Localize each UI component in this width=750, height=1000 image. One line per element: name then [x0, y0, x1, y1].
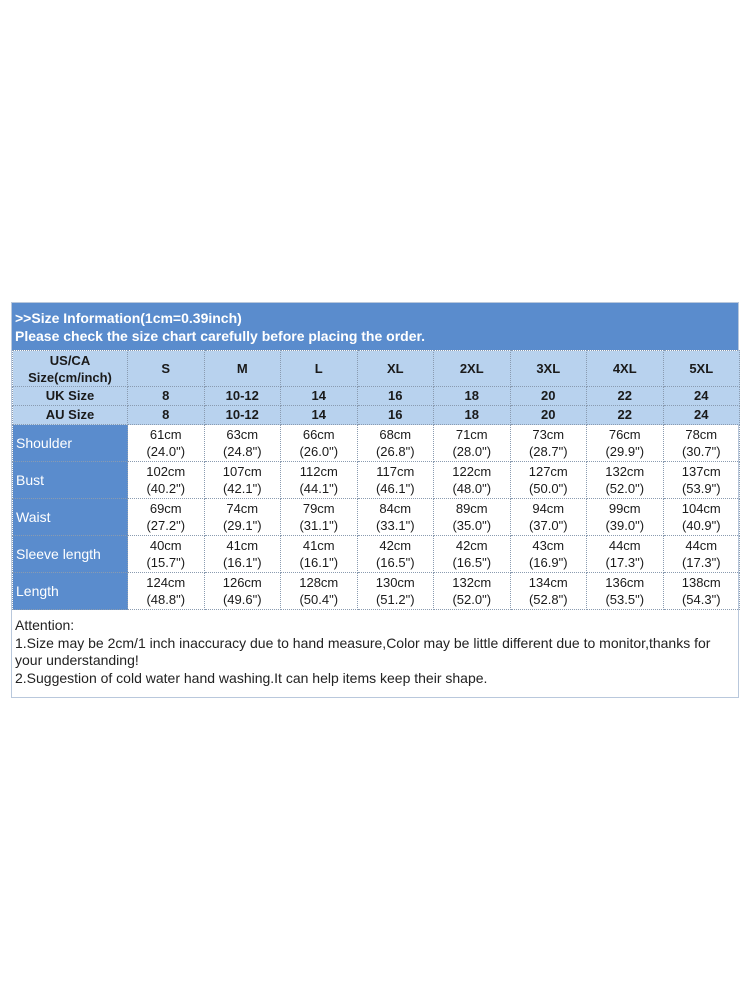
au-size-value: 8 — [128, 406, 205, 425]
attention-notes — [15, 617, 735, 687]
value-inch: (16.1") — [299, 555, 339, 570]
measurement-row-bust — [13, 462, 740, 499]
value-inch: (26.0") — [299, 444, 339, 459]
value-inch: (50.4") — [299, 592, 339, 607]
measurement-cell — [204, 499, 281, 536]
value-inch: (24.0") — [146, 444, 186, 459]
value-cm: 74cm — [226, 501, 259, 516]
value-inch: (40.9") — [681, 518, 721, 533]
au-size-label: AU Size — [13, 406, 128, 425]
measurement-cell — [587, 536, 664, 573]
value-inch: (29.9") — [605, 444, 645, 459]
value-inch: (42.1") — [222, 481, 262, 496]
size-table — [12, 350, 740, 610]
size-xl: XL — [357, 351, 434, 387]
measurement-cell — [128, 462, 205, 499]
value-cm: 42cm — [379, 538, 412, 553]
measurement-cell — [434, 462, 511, 499]
measurement-cell — [128, 536, 205, 573]
uk-size-value: 22 — [587, 387, 664, 406]
value-inch: (17.3") — [605, 555, 645, 570]
measurement-cell — [434, 425, 511, 462]
au-size-value: 16 — [357, 406, 434, 425]
value-cm: 126cm — [222, 575, 262, 590]
value-cm: 78cm — [685, 427, 718, 442]
value-cm: 132cm — [452, 575, 492, 590]
uk-size-value: 16 — [357, 387, 434, 406]
value-inch: (26.8") — [375, 444, 415, 459]
value-cm: 71cm — [455, 427, 488, 442]
value-cm: 138cm — [681, 575, 721, 590]
uk-size-value: 24 — [663, 387, 740, 406]
value-cm: 89cm — [455, 501, 488, 516]
measurement-cell — [663, 425, 740, 462]
banner-title: >>Size Information(1cm=0.39inch) — [15, 310, 242, 326]
measurement-label: Sleeve length — [13, 536, 128, 573]
value-inch: (28.0") — [452, 444, 492, 459]
value-cm: 44cm — [608, 538, 641, 553]
value-cm: 41cm — [302, 538, 335, 553]
measurement-cell — [128, 499, 205, 536]
measurement-cell — [128, 425, 205, 462]
measurement-cell — [281, 425, 358, 462]
value-inch: (48.8") — [146, 592, 186, 607]
value-cm: 128cm — [299, 575, 339, 590]
measurement-cell — [357, 425, 434, 462]
attention-note-2: 2.Suggestion of cold water hand washing.It can help items keep their shape. — [15, 669, 488, 686]
measurement-cell — [663, 462, 740, 499]
measurement-cell — [357, 499, 434, 536]
measurement-cell — [204, 573, 281, 610]
value-cm: 61cm — [149, 427, 182, 442]
measurement-cell — [281, 573, 358, 610]
measurement-cell — [281, 536, 358, 573]
value-cm: 68cm — [379, 427, 412, 442]
uk-size-value: 18 — [434, 387, 511, 406]
uk-size-value: 14 — [281, 387, 358, 406]
measurement-cell — [128, 573, 205, 610]
value-cm: 79cm — [302, 501, 335, 516]
value-cm: 76cm — [608, 427, 641, 442]
value-cm: 99cm — [608, 501, 641, 516]
value-cm: 94cm — [532, 501, 565, 516]
value-inch: (16.1") — [222, 555, 262, 570]
banner-subtitle: Please check the size chart carefully before placing the order. — [15, 328, 426, 344]
value-cm: 134cm — [528, 575, 568, 590]
attention-title: Attention: — [15, 617, 75, 633]
value-inch: (30.7") — [681, 444, 721, 459]
measurement-cell — [204, 425, 281, 462]
value-inch: (40.2") — [146, 481, 186, 496]
au-size-value: 20 — [510, 406, 587, 425]
uk-size-label: UK Size — [13, 387, 128, 406]
value-inch: (16.5") — [452, 555, 492, 570]
value-cm: 44cm — [685, 538, 718, 553]
measurement-label: Bust — [13, 462, 128, 499]
value-cm: 132cm — [605, 464, 645, 479]
value-inch: (15.7") — [146, 555, 186, 570]
us-size-label — [13, 351, 128, 387]
measurement-cell — [587, 499, 664, 536]
size-info-banner — [12, 303, 738, 350]
value-inch: (33.1") — [375, 518, 415, 533]
uk-size-value: 20 — [510, 387, 587, 406]
value-inch: (46.1") — [375, 481, 415, 496]
measurement-cell — [357, 536, 434, 573]
value-cm: 43cm — [532, 538, 565, 553]
value-inch: (37.0") — [528, 518, 568, 533]
value-cm: 117cm — [376, 464, 415, 479]
measurement-label: Waist — [13, 499, 128, 536]
measurement-cell — [587, 425, 664, 462]
measurement-row-waist — [13, 499, 740, 536]
value-inch: (53.5") — [605, 592, 645, 607]
measurement-cell — [357, 573, 434, 610]
value-inch: (27.2") — [146, 518, 186, 533]
measurement-cell — [663, 536, 740, 573]
value-inch: (51.2") — [375, 592, 415, 607]
value-inch: (35.0") — [452, 518, 492, 533]
value-cm: 104cm — [681, 501, 721, 516]
size-5xl: 5XL — [663, 351, 740, 387]
measurement-cell — [434, 536, 511, 573]
size-l: L — [281, 351, 358, 387]
measurement-cell — [587, 573, 664, 610]
value-cm: 130cm — [375, 575, 415, 590]
size-s: S — [128, 351, 205, 387]
size-4xl: 4XL — [587, 351, 664, 387]
value-cm: 127cm — [528, 464, 568, 479]
value-inch: (17.3") — [681, 555, 721, 570]
us-size-label-line1: US/CA — [49, 352, 91, 368]
au-size-value: 18 — [434, 406, 511, 425]
uk-size-value: 8 — [128, 387, 205, 406]
au-size-value: 22 — [587, 406, 664, 425]
au-size-value: 24 — [663, 406, 740, 425]
value-inch: (50.0") — [528, 481, 568, 496]
size-m: M — [204, 351, 281, 387]
au-size-value: 10-12 — [204, 406, 281, 425]
value-inch: (48.0") — [452, 481, 492, 496]
value-cm: 63cm — [226, 427, 259, 442]
value-cm: 84cm — [379, 501, 412, 516]
value-inch: (31.1") — [299, 518, 339, 533]
uk-size-row — [13, 387, 740, 406]
value-cm: 73cm — [532, 427, 565, 442]
value-cm: 69cm — [149, 501, 182, 516]
value-cm: 41cm — [226, 538, 259, 553]
size-chart — [11, 302, 739, 698]
value-inch: (29.1") — [222, 518, 262, 533]
value-inch: (53.9") — [681, 481, 721, 496]
attention-note-1: 1.Size may be 2cm/1 inch inaccuracy due to hand measure,Color may be little different due to monitor,thanks for your understanding! — [15, 634, 711, 668]
measurement-cell — [281, 499, 358, 536]
size-3xl: 3XL — [510, 351, 587, 387]
value-inch: (54.3") — [681, 592, 721, 607]
size-2xl: 2XL — [434, 351, 511, 387]
value-inch: (52.0") — [605, 481, 645, 496]
value-cm: 66cm — [302, 427, 335, 442]
measurement-cell — [663, 573, 740, 610]
value-cm: 102cm — [146, 464, 186, 479]
value-cm: 136cm — [605, 575, 645, 590]
measurement-cell — [510, 536, 587, 573]
measurement-cell — [510, 462, 587, 499]
value-inch: (49.6") — [222, 592, 262, 607]
value-cm: 124cm — [146, 575, 186, 590]
measurement-row-sleeve-length — [13, 536, 740, 573]
measurement-cell — [663, 499, 740, 536]
value-inch: (52.8") — [528, 592, 568, 607]
au-size-row — [13, 406, 740, 425]
measurement-cell — [587, 462, 664, 499]
measurement-cell — [510, 425, 587, 462]
value-inch: (16.5") — [375, 555, 415, 570]
measurement-cell — [510, 499, 587, 536]
value-inch: (52.0") — [452, 592, 492, 607]
measurement-row-shoulder — [13, 425, 740, 462]
us-size-label-line2: Size(cm/inch) — [28, 369, 112, 385]
measurement-label: Shoulder — [13, 425, 128, 462]
measurement-cell — [281, 462, 358, 499]
value-cm: 112cm — [299, 464, 338, 479]
value-inch: (39.0") — [605, 518, 645, 533]
measurement-cell — [434, 499, 511, 536]
measurement-row-length — [13, 573, 740, 610]
measurement-label: Length — [13, 573, 128, 610]
value-cm: 40cm — [149, 538, 182, 553]
uk-size-value: 10-12 — [204, 387, 281, 406]
measurement-cell — [204, 462, 281, 499]
measurement-cell — [204, 536, 281, 573]
value-inch: (24.8") — [222, 444, 262, 459]
measurement-cell — [357, 462, 434, 499]
value-inch: (16.9") — [528, 555, 568, 570]
value-inch: (28.7") — [528, 444, 568, 459]
measurement-cell — [510, 573, 587, 610]
value-cm: 122cm — [452, 464, 492, 479]
value-cm: 107cm — [222, 464, 262, 479]
au-size-value: 14 — [281, 406, 358, 425]
value-cm: 42cm — [455, 538, 488, 553]
value-cm: 137cm — [681, 464, 721, 479]
value-inch: (44.1") — [299, 481, 339, 496]
size-header-row — [13, 351, 740, 387]
measurement-cell — [434, 573, 511, 610]
